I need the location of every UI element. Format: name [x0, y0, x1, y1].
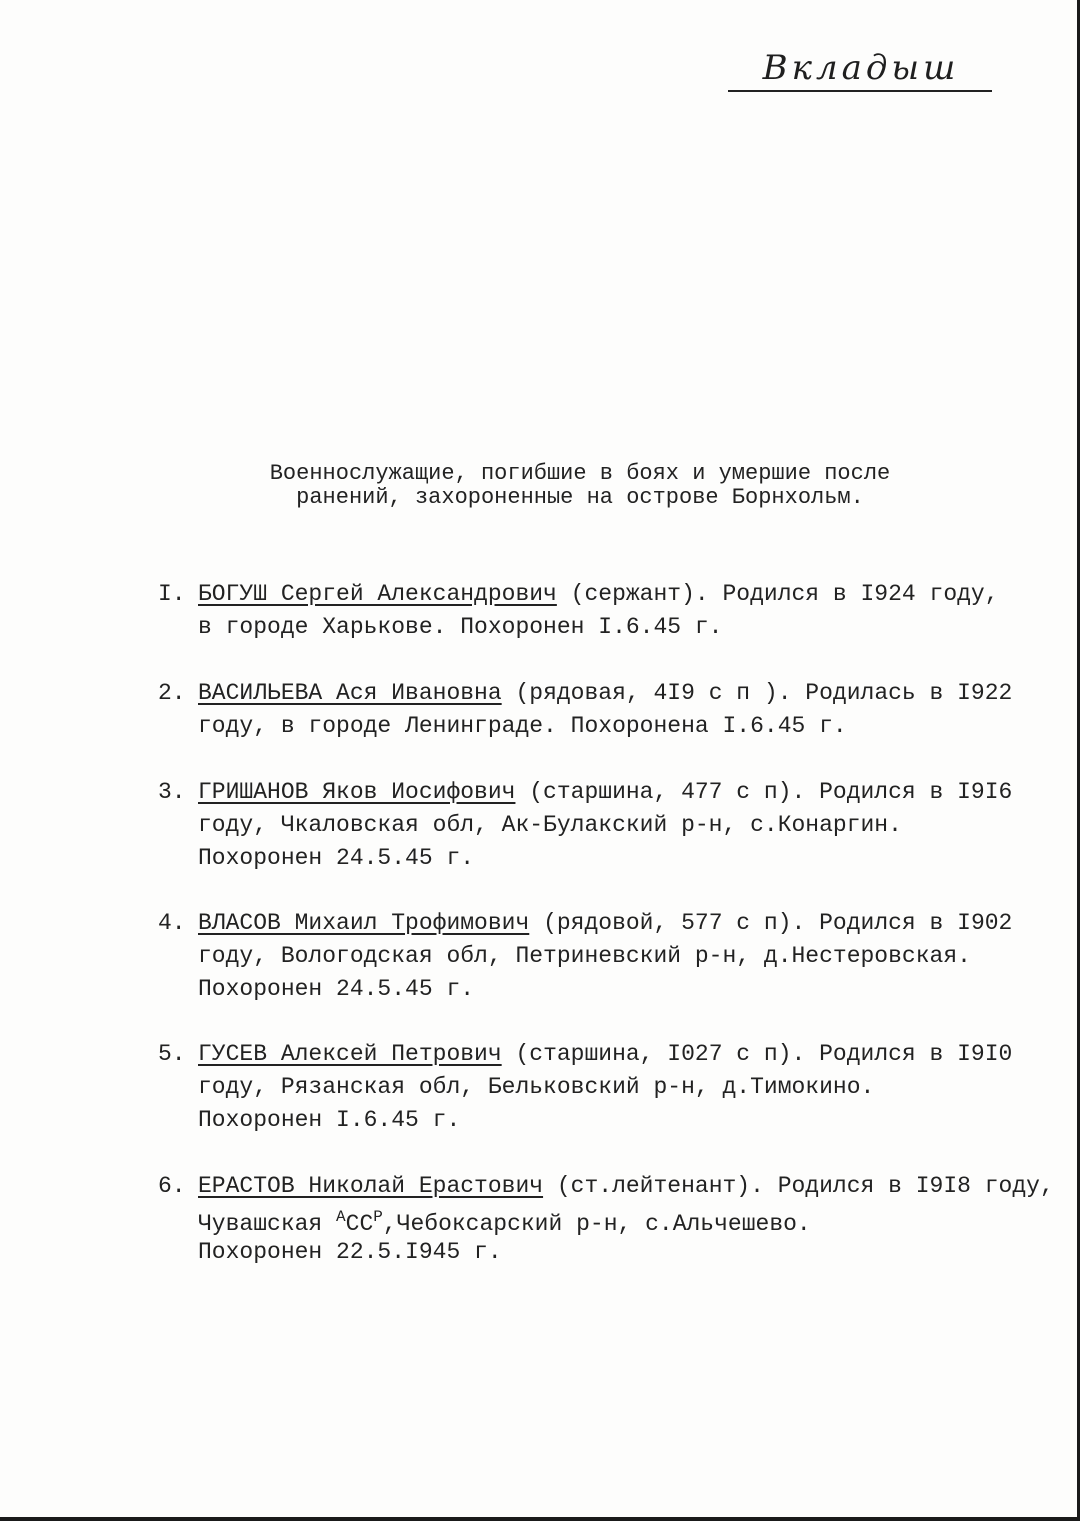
item-details: (ст.лейтенант). Родился в I9I8 году, — [543, 1173, 1054, 1199]
abbrev-sup-a: А — [336, 1208, 346, 1226]
item-details: (сержант). Родился в I924 году, — [556, 581, 999, 607]
item-details: (старшина, 477 с п). Родился в I9I6 — [515, 779, 1013, 805]
person-name: ГРИШАНОВ Яков Иосифович — [198, 779, 516, 805]
item-line-1 — [198, 1170, 1054, 1203]
item-body — [198, 907, 1012, 1006]
person-name: ВАСИЛЬЕВА Ася Ивановна — [198, 680, 502, 706]
item-number: 3. — [158, 779, 186, 805]
item-body — [198, 578, 999, 644]
item-line-2: в городе Харькове. Похоронен I.6.45 г. — [198, 614, 723, 640]
item-body — [198, 1170, 1054, 1266]
item-number: 6. — [158, 1173, 186, 1199]
item-details: (рядовая, 4I9 с п ). Родилась в I922 — [501, 680, 1013, 706]
item-line-2 — [198, 1203, 1054, 1238]
item-line-1 — [198, 907, 1012, 940]
item-line-3: Похоронен 24.5.45 г. — [198, 976, 475, 1002]
item-body — [198, 776, 1012, 875]
district-text: ,Чебоксарский р-н, с.Альчешево. — [382, 1211, 811, 1237]
handwritten-insert-label: Вкладыш — [762, 48, 960, 88]
person-name: ГУСЕВ Алексей Петрович — [198, 1041, 502, 1067]
label-underline — [728, 90, 992, 92]
item-line-1 — [198, 677, 1012, 710]
item-number: 5. — [158, 1041, 186, 1067]
item-line-2: году, Чкаловская обл, Ак-Булакский р-н, с.Конаргин. — [198, 812, 902, 838]
item-number: 4. — [158, 910, 186, 936]
abbrev-mid: СС — [345, 1211, 374, 1237]
item-details: (рядовой, 577 с п). Родился в I902 — [529, 910, 1013, 936]
heading-line-1: Военнослужащие, погибшие в боях и умершие после — [269, 461, 891, 486]
abbrev-sup-r: Р — [373, 1208, 383, 1226]
item-line-2: году, Вологодская обл, Петриневский р-н, д.Нестеровская. — [198, 943, 971, 969]
document-heading — [160, 462, 1000, 510]
heading-line-2: ранений, захороненные на острове Борнхольм. — [296, 485, 864, 510]
item-line-1 — [198, 1038, 1012, 1071]
item-line-1 — [198, 578, 999, 611]
item-details: (старшина, I027 с п). Родился в I9I0 — [501, 1041, 1013, 1067]
item-line-3: Похоронен 22.5.I945 г. — [198, 1239, 502, 1265]
item-number: 2. — [158, 680, 186, 706]
item-line-1 — [198, 776, 1012, 809]
item-line-3: Похоронен 24.5.45 г. — [198, 845, 475, 871]
person-name: ВЛАСОВ Михаил Трофимович — [198, 910, 530, 936]
item-number: I. — [158, 581, 186, 607]
person-name: ЕРАСТОВ Николай Ерастович — [198, 1173, 544, 1199]
person-name: БОГУШ Сергей Александрович — [198, 581, 557, 607]
item-body — [198, 677, 1012, 743]
item-line-3: Похоронен I.6.45 г. — [198, 1107, 461, 1133]
region-text: Чувашская — [198, 1211, 337, 1237]
item-line-2: году, Рязанская обл, Бельковский р-н, д.Тимокино. — [198, 1074, 875, 1100]
item-body — [198, 1038, 1012, 1137]
item-line-2: году, в городе Ленинграде. Похоронена I.6.45 г. — [198, 713, 847, 739]
